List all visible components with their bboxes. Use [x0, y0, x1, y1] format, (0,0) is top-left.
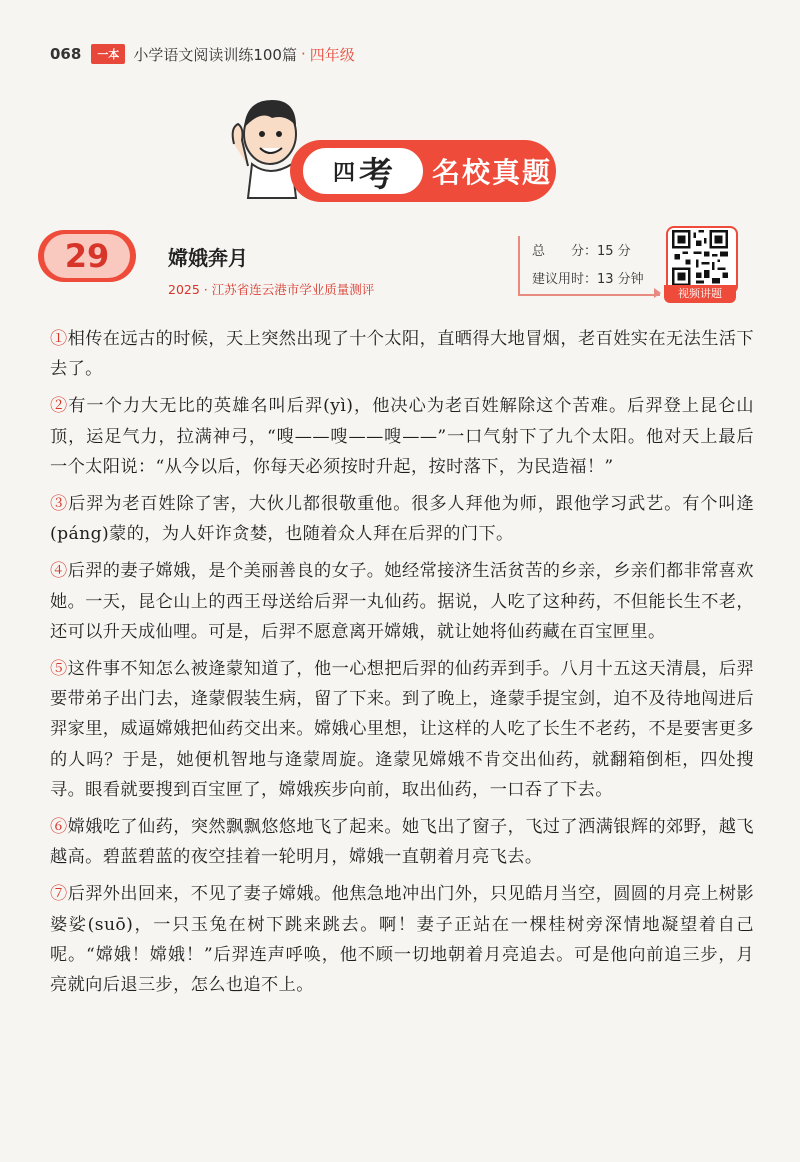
- title-separator: ·: [300, 45, 306, 63]
- section-banner: [222, 88, 562, 213]
- paragraph-number: ①: [50, 329, 68, 349]
- paragraph-3: [50, 489, 754, 549]
- article-body: [50, 324, 754, 1007]
- banner-inner-badge: [300, 145, 426, 197]
- paragraph-text: 后羿外出回来，不见了妻子嫦娥。他焦急地冲出门外，只见皓月当空，圆圆的月亮上树影婆娑(suō)，一只玉兔在树下跳来跳去。啊！妻子正站在一棵桂树旁深情地凝望着自己呢。“嫦娥！嫦娥！”后羿连声呼唤，他不顾一切地朝着月亮追去。可是他向前追三步，月亮就向后退三步，怎么也追不上。: [50, 884, 754, 996]
- book-title: 小学语文阅读训练100篇: [133, 45, 297, 64]
- lesson-source: 2025 · 江苏省连云港市学业质量测评: [168, 282, 375, 297]
- paragraph-number: ⑥: [50, 817, 68, 838]
- paragraph-1: [50, 324, 754, 384]
- banner-kao: 考: [359, 154, 393, 195]
- paragraph-text: 这件事不知怎么被逄蒙知道了，他一心想把后羿的仙药弄到手。八月十五这天清晨，后羿要带弟子出门去，逄蒙假装生病，留了下来。到了晚上，逄蒙手提宝剑，迫不及待地闯进后羿家里，威逼嫦娥把仙药交出来。嫦娥心里想，让这样的人吃了长生不老药，不是要害更多的人吗？于是，她便机智地与逄蒙周旋。逄蒙见嫦娥不肯交出仙药，就翻箱倒柜，四处搜寻。眼看就要搜到百宝匣了，嫦娥疾步向前，取出仙药，一口吞了下去。: [50, 659, 754, 800]
- total-score: 总 分：15 分: [532, 244, 631, 259]
- running-header: [50, 42, 355, 66]
- paragraph-2: [50, 391, 754, 482]
- paragraph-text: 后羿为老百姓除了害，大伙儿都很敬重他。很多人拜他为师，跟他学习武艺。有个叫逄(páng)蒙的，为人奸诈贪婪，也随着众人拜在后羿的门下。: [50, 494, 754, 545]
- brand-logo: 一本: [91, 44, 125, 64]
- paragraph-4: [50, 556, 754, 647]
- paragraph-text: 嫦娥吃了仙药，突然飘飘悠悠地飞了起来。她飞出了窗子，飞过了洒满银辉的郊野，越飞越高。碧蓝碧蓝的夜空挂着一轮明月，嫦娥一直朝着月亮飞去。: [50, 817, 754, 868]
- score-info-box: [518, 236, 660, 296]
- paragraph-6: [50, 812, 754, 872]
- arrow-icon: [654, 288, 661, 298]
- paragraph-text: 相传在远古的时候，天上突然出现了十个太阳，直晒得大地冒烟，老百姓实在无法生活下去了。: [50, 329, 754, 380]
- paragraph-text: 后羿的妻子嫦娥，是个美丽善良的女子。她经常接济生活贫苦的乡亲，乡亲们都非常喜欢她。一天，昆仑山上的西王母送给后羿一丸仙药。据说，人吃了这种药，不但能长生不老，还可以升天成仙哩。可是，后羿不愿意离开嫦娥，就让她将仙药藏在百宝匣里。: [50, 561, 754, 642]
- paragraph-7: [50, 879, 754, 1000]
- banner-label: 名校真题: [432, 156, 553, 189]
- paragraph-number: ⑦: [50, 884, 68, 905]
- paragraph-number: ④: [50, 561, 68, 582]
- lesson-badge: [44, 234, 130, 278]
- paragraph-number: ⑤: [50, 659, 68, 680]
- paragraph-number: ②: [50, 396, 69, 417]
- grade-label: 四年级: [309, 45, 355, 64]
- lesson-title: 嫦娥奔月: [168, 246, 248, 270]
- paragraph-5: [50, 654, 754, 805]
- page-number: 068: [50, 45, 82, 63]
- paragraph-number: ③: [50, 494, 69, 515]
- qr-code-icon[interactable]: [672, 230, 728, 286]
- suggested-time: 建议用时：13 分钟: [532, 272, 644, 287]
- lesson-number: 29: [64, 237, 110, 275]
- video-explain-label[interactable]: 视频讲题: [664, 285, 736, 303]
- paragraph-text: 有一个力大无比的英雄名叫后羿(yì)，他决心为老百姓解除这个苦难。后羿登上昆仑山顶，运足气力，拉满神弓，“嗖——嗖——嗖——”一口气射下了九个太阳。他对天上最后一个太阳说：“从今以后，你每天必须按时升起，按时落下，为民造福！”: [50, 396, 754, 477]
- banner-number: 四: [332, 160, 355, 186]
